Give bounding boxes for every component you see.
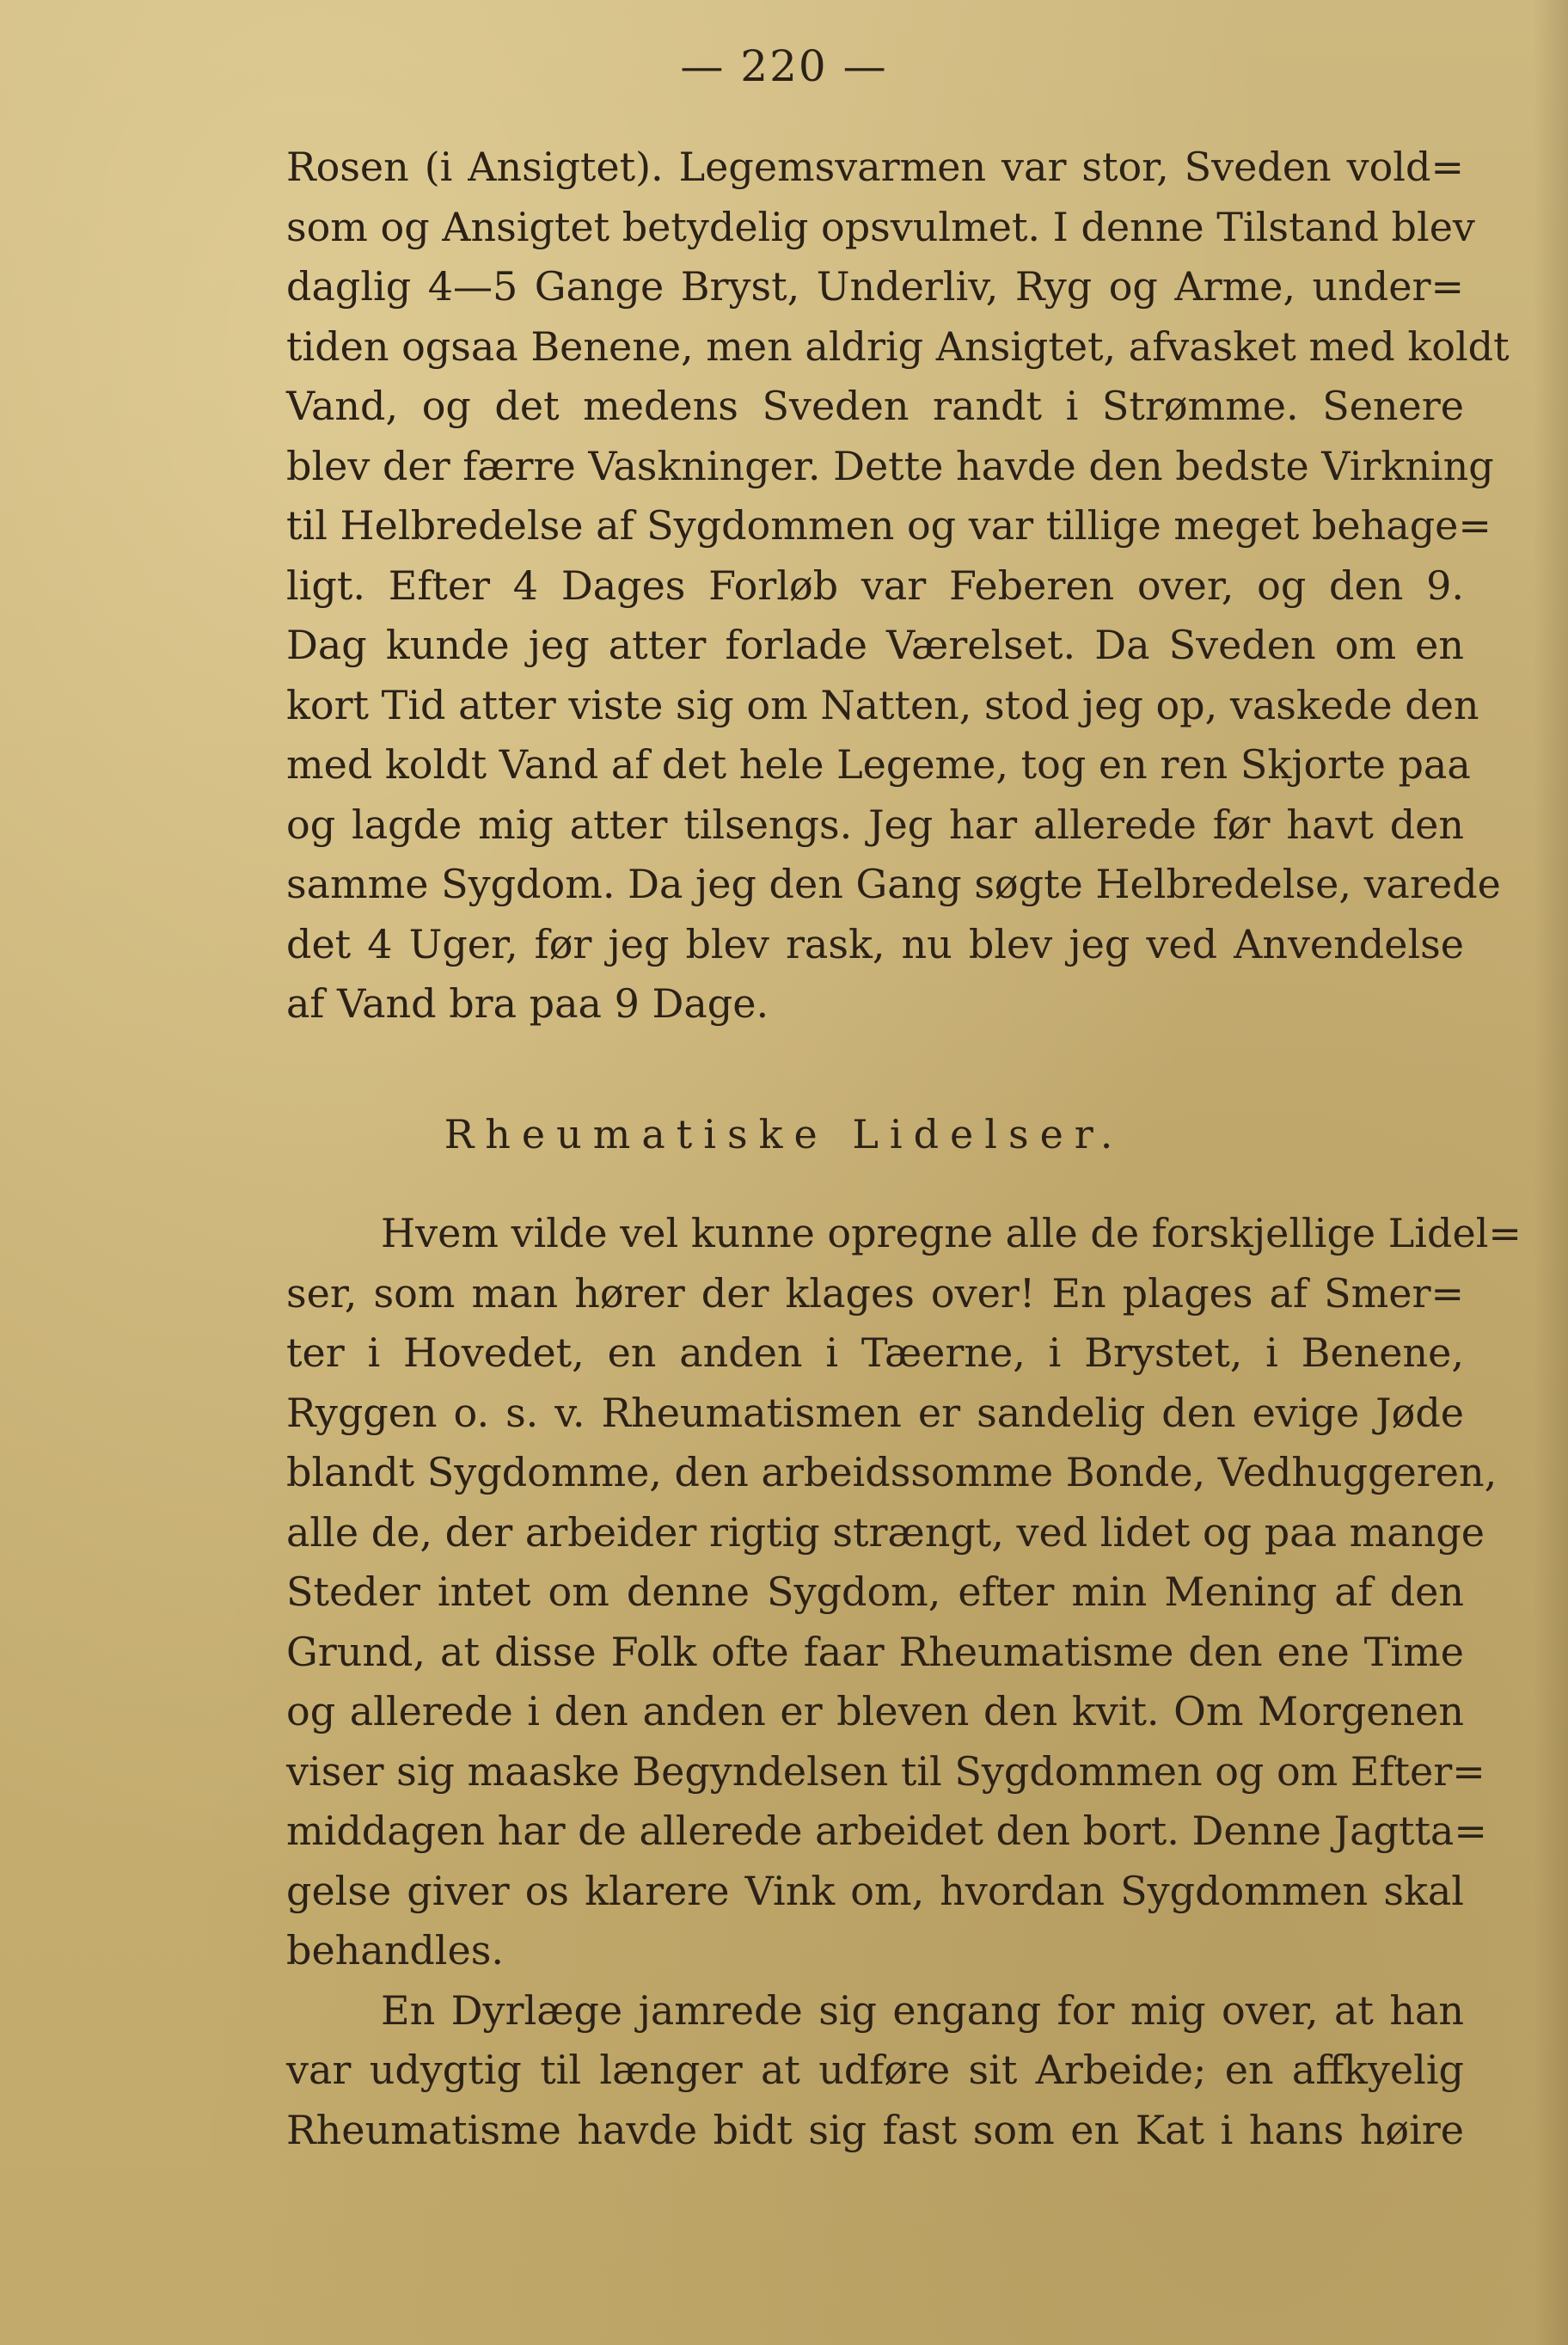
- text-line: gelse giver os klarere Vink om, hvordan Sygdommen skal: [286, 1867, 1464, 1914]
- text-line: Vand, og det medens Sveden randt i Strømme. Senere: [286, 383, 1464, 429]
- text-line: Steder intet om denne Sygdom, efter min Mening af den: [286, 1568, 1464, 1615]
- text-line: af Vand bra paa 9 Dage.: [286, 980, 769, 1027]
- paragraph-1: [286, 138, 1510, 1034]
- text-line: ligt. Efter 4 Dages Forløb var Feberen over, og den 9.: [286, 562, 1464, 609]
- text-line: Ryggen o. s. v. Rheumatismen er sandelig den evige Jøde: [286, 1389, 1464, 1436]
- text-line: ter i Hovedet, en anden i Tæerne, i Brystet, i Benene,: [286, 1329, 1464, 1376]
- text-line: samme Sygdom. Da jeg den Gang søgte Helbredelse, varede: [286, 861, 1501, 907]
- text-line: som og Ansigtet betydelig opsvulmet. I denne Tilstand blev: [286, 203, 1475, 250]
- text-line: med koldt Vand af det hele Legeme, tog en ren Skjorte paa: [286, 741, 1471, 788]
- text-line: Rosen (i Ansigtet). Legemsvarmen var stor, Sveden vold=: [286, 144, 1464, 190]
- text-line: behandles.: [286, 1927, 504, 1974]
- text-line: blev der færre Vaskninger. Dette havde den bedste Virkning: [286, 442, 1494, 489]
- text-line: det 4 Uger, før jeg blev rask, nu blev jeg ved Anvendelse: [286, 920, 1464, 967]
- text-line: Grund, at disse Folk ofte faar Rheumatisme den ene Time: [286, 1628, 1464, 1675]
- text-line: middagen har de allerede arbeidet den bort. Denne Jagtta=: [286, 1808, 1487, 1854]
- text-line: og allerede i den anden er bleven den kvit. Om Morgenen: [286, 1688, 1464, 1734]
- text-line: alle de, der arbeider rigtig strængt, ved lidet og paa mange: [286, 1508, 1485, 1556]
- text-line: Rheumatisme havde bidt sig fast som en Kat i hans høire: [286, 2106, 1464, 2153]
- text-line: Hvem vilde vel kunne opregne alle de forskjellige Lidel=: [381, 1210, 1522, 1256]
- paragraph-2: [286, 1204, 1522, 2160]
- text-line: og lagde mig atter tilsengs. Jeg har allerede før havt den: [286, 801, 1464, 848]
- text-line: blandt Sygdomme, den arbeidssomme Bonde, Vedhuggeren,: [286, 1449, 1498, 1495]
- text-line: ser, som man hører der klages over! En plages af Smer=: [286, 1269, 1464, 1317]
- page-edge-shadow: [1534, 0, 1568, 2345]
- text-line: til Helbredelse af Sygdommen og var tillige meget behage=: [286, 502, 1491, 549]
- text-line: viser sig maaske Begyndelsen til Sygdommen og om Efter=: [286, 1747, 1485, 1795]
- text-line: tiden ogsaa Benene, men aldrig Ansigtet, afvasket med koldt: [286, 322, 1510, 370]
- text-line: var udygtig til længer at udføre sit Arbeide; en affkyelig: [286, 2047, 1464, 2093]
- text-line: Dag kunde jeg atter forlade Værelset. Da Sveden om en: [286, 622, 1464, 668]
- text-line: En Dyrlæge jamrede sig engang for mig over, at han: [381, 1986, 1464, 2034]
- text-line: daglig 4—5 Gange Bryst, Underliv, Ryg og Arme, under=: [286, 263, 1464, 310]
- section-heading: Rheumatiske Lidelser.: [444, 1111, 1124, 1157]
- text-line: kort Tid atter viste sig om Natten, stod jeg op, vaskede den: [286, 681, 1479, 728]
- page-number: — 220 —: [680, 41, 888, 91]
